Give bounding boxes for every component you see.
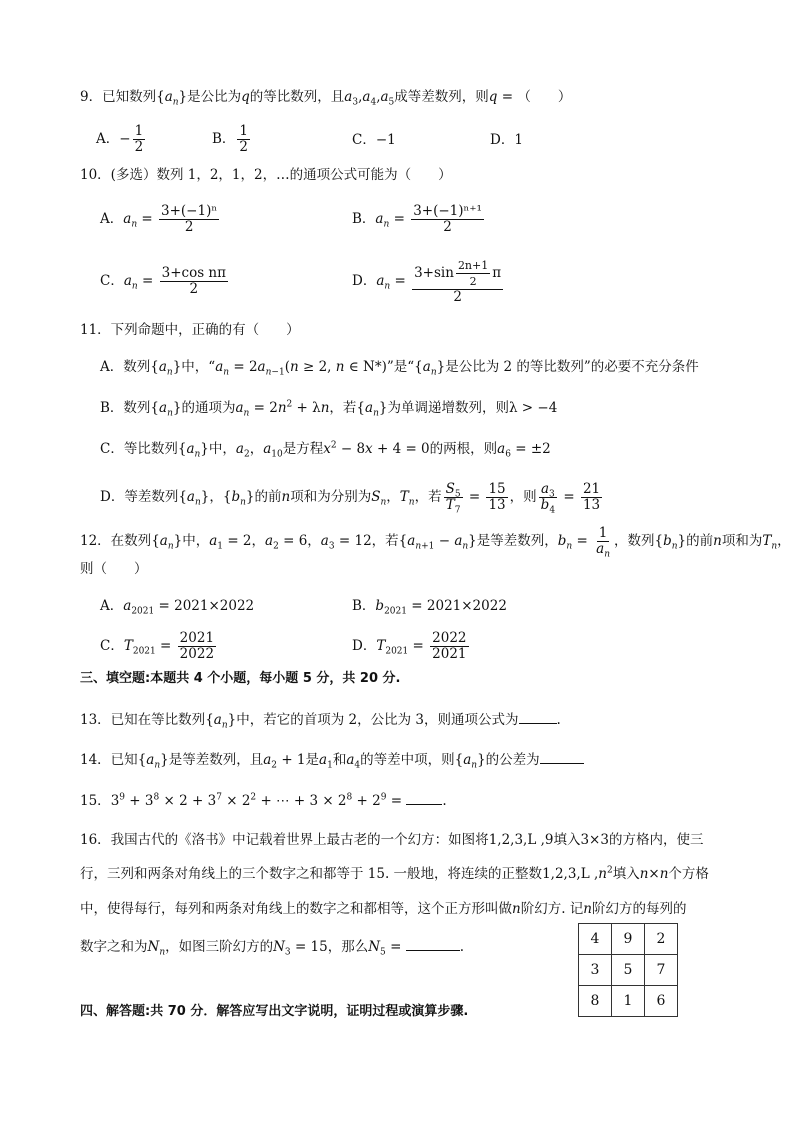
question-16-line-4: 数字之和为$N_n$，如图三阶幻方的$N_3 = 15$，那么$N_5$ = . xyxy=(80,936,464,956)
question-16-line-2: 行，三列和两条对角线上的三个数字之和都等于 15. 一般地，将连续的正整数1,2,3,L $,n^2$填入n×n个方格 xyxy=(80,865,709,882)
question-12-stem: 12．在数列$\{a_n\}$中，$a_1 = 2$，$a_2 = 6$，$a_3 = 12$，若$\{a_{n+1} - a_n\}$是等差数列，$b_n$ = $\frac{1}{a_n}$ ，数列$\{b_n\}$的前n项和为$T_n$， xyxy=(80,525,791,560)
magic-square-cell: 7 xyxy=(645,955,678,986)
magic-square-cell: 2 xyxy=(645,924,678,955)
magic-square-cell: 6 xyxy=(645,986,678,1017)
q12-option-d: D．$T_{2021}$ = $\frac{2022}{2021}$ xyxy=(352,630,467,662)
question-15: 15．$3^9 + 3^8 \times 2 + 3^7 \times 2^2$ + ⋯ + $3 \times 2^8 + 2^9$ = . xyxy=(80,790,447,810)
q10-option-d: D．$a_n$ = 3+sin $\frac{2n+1}{2}$ π 2 xyxy=(352,259,502,305)
question-10-stem: 10．(多选）数列 1，2，1，2，…的通项公式可能为（ ） xyxy=(80,167,452,183)
q10-option-a: A．$a_n$ = $\frac{\text{3+(−1)ⁿ}}{2}$ xyxy=(100,203,218,235)
q11-option-b: B．数列$\{a_n\}$的通项为$a_n = 2n^2 + \lambda n$，若$\{a_n\}$为单调递增数列，则λ > −4 xyxy=(100,399,558,419)
q11-option-c: C．等比数列$\{a_n\}$中，$a_2$，$a_{10}$是方程$x^2 - 8x + 4 = 0$的两根，则$a_6 = \pm 2$ xyxy=(100,440,551,460)
q9-option-b: B． $\frac{1}{2}$ xyxy=(212,123,249,155)
question-16-line-1: 16．我国古代的《洛书》中记载着世界上最古老的一个幻方：如图将1,2,3,L ,9填入3×3的方格内，使三 xyxy=(80,832,704,848)
q12-option-a: A．$a_{2021} = 2021\times 2022$ xyxy=(100,598,255,617)
magic-square-cell: 5 xyxy=(612,955,645,986)
q9-option-a: A．− $\frac{1}{2}$ xyxy=(96,123,144,155)
magic-square-cell: 8 xyxy=(579,986,612,1017)
magic-square-cell: 3 xyxy=(579,955,612,986)
q10-option-b: B．$a_n$ = $\frac{\text{3+(−1)ⁿ⁺¹}}{2}$ xyxy=(352,203,482,235)
q12-option-b: B．$b_{2021} = 2021\times 2022$ xyxy=(352,598,507,617)
question-13: 13．已知在等比数列$\{a_n\}$中，若它的首项为 2，公比为 3，则通项公式为 . xyxy=(80,709,561,729)
magic-square-cell: 9 xyxy=(612,924,645,955)
question-11-stem: 11．下列命题中，正确的有（ ） xyxy=(80,322,300,338)
q9-option-d: D．1 xyxy=(490,132,523,148)
magic-square-row xyxy=(579,924,678,955)
q12-stem-line2: 则（ ） xyxy=(80,561,148,577)
magic-square-cell: 4 xyxy=(579,924,612,955)
q11-option-d: D．等差数列$\{a_n\}$，$\{b_n\}$的前n项和为分别为$S_n$，$T_n$，若 $\frac{S_5}{T_7}$ = $\frac{15}{13}$ ，则 $\frac{a_3}{b_4}$ = $\frac{21}{13}$ xyxy=(100,481,601,516)
question-9-stem: 9．已知数列$\{a_n\}$是公比为q的等比数列，且$a_3,a_4,a_5$成等差数列，则q = （ ） xyxy=(80,89,572,108)
section-3-heading: 三、填空题:本题共 4 个小题，每小题 5 分，共 20 分. xyxy=(80,671,401,686)
q12-option-c: C．$T_{2021}$ = $\frac{2021}{2022}$ xyxy=(100,630,215,662)
section-4-heading: 四、解答题:共 70 分．解答应写出文字说明，证明过程或演算步骤. xyxy=(80,1004,469,1019)
magic-square-row xyxy=(579,955,678,986)
q9-option-c: C．−1 xyxy=(352,132,396,148)
q10-option-c: C．$a_n$ = $\frac{\text{3+cos nπ}}{2}$ xyxy=(100,265,226,297)
magic-square-row xyxy=(579,986,678,1017)
magic-square-cell: 1 xyxy=(612,986,645,1017)
magic-square-table xyxy=(578,923,678,1017)
question-16-line-3: 中，使得每行，每列和两条对角线上的数字之和都相等，这个正方形叫做n阶幻方. 记n阶幻方的每列的 xyxy=(80,901,687,917)
question-14: 14．已知$\{a_n\}$是等差数列，且$a_2 + 1$是$a_1$和$a_4$的等差中项，则$\{a_n\}$的公差为 xyxy=(80,749,584,769)
q11-option-a: A．数列$\{a_n\}$中，“$a_n = 2a_{n-1}(n \ge 2$, n ∈ N*)”是“$\{a_n\}$是公比为 2 的等比数列”的必要不充分条件 xyxy=(100,359,699,378)
